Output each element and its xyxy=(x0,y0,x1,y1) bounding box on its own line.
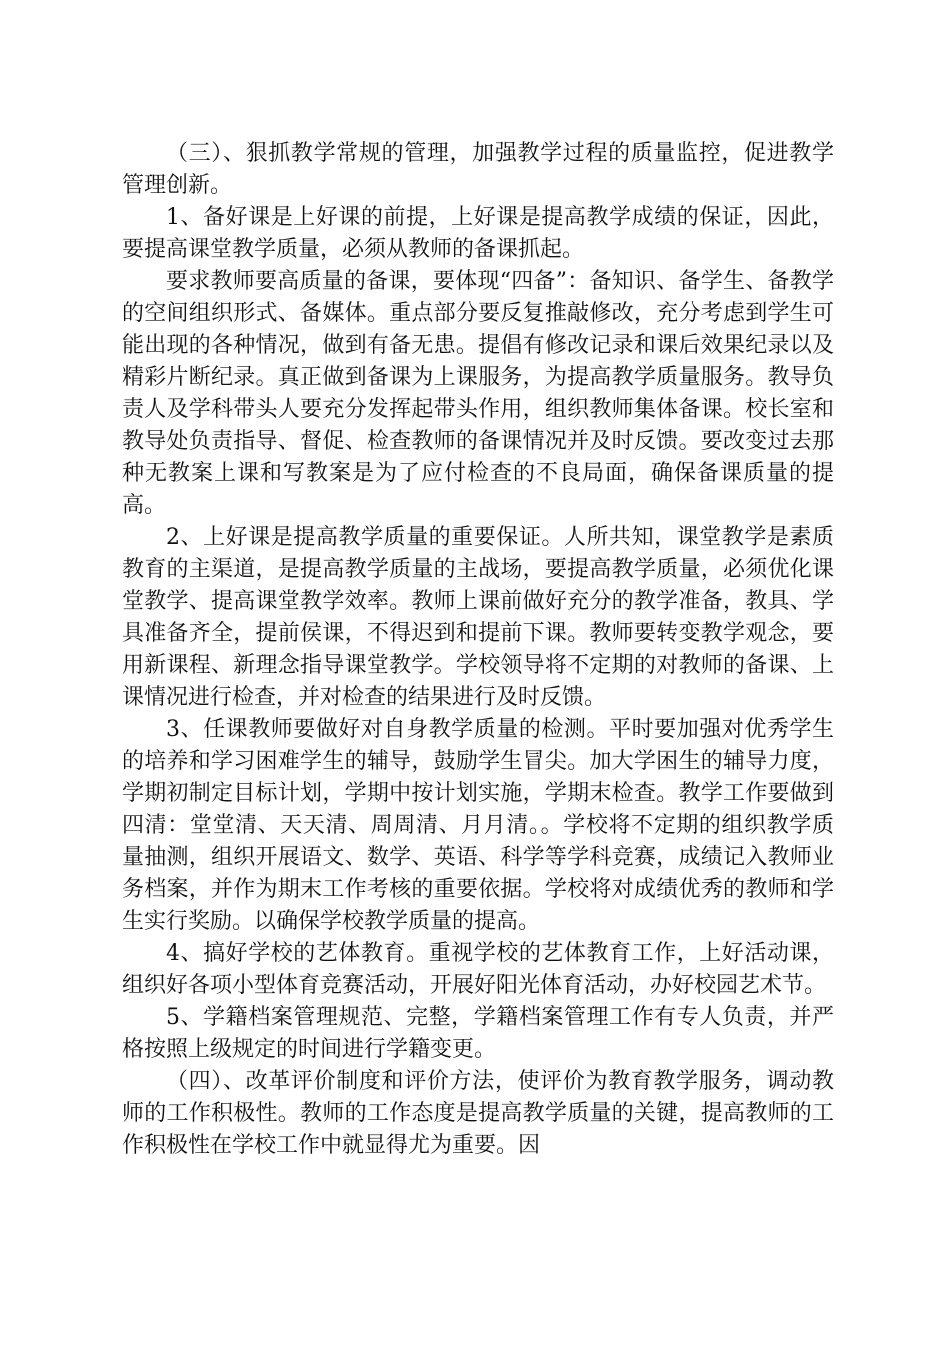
paragraph-item-1-detail: 要求教师要高质量的备课，要体现“四备”：备知识、备学生、备教学的空间组织形式、备媒体。重点部分要反复推敲修改，充分考虑到学生可能出现的各种情况，做到有备无患。提倡有修改记录和课后效果纪录以及精彩片断纪录。真正做到备课为上课服务，为提高教学质量服务。教导负责人及学科带头人要充分发挥起带头作用，组织教师集体备课。校长室和教导处负责指导、督促、检查教师的备课情况并及时反馈。要改变过去那种无教案上课和写教案是为了应付检查的不良局面，确保备课质量的提高。 xyxy=(122,269,834,518)
paragraph-section-4-heading: （四）、改革评价制度和评价方法，使评价为教育教学服务，调动教师的工作积极性。教师的工作态度是提高教学质量的关键，提高教师的工作积极性在学校工作中就显得尤为重要。因 xyxy=(122,1069,834,1158)
document-body xyxy=(122,138,834,1162)
paragraph-item-2: 2、上好课是提高教学质量的重要保证。人所共知，课堂教学是素质教育的主渠道，是提高教学质量的主战场，要提高教学质量，必须优化课堂教学、提高课堂教学效率。教师上课前做好充分的教学准备，教具、学具准备齐全，提前侯课，不得迟到和提前下课。教师要转变教学观念，要用新课程、新理念指导课堂教学。学校领导将不定期的对教师的备课、上课情况进行检查，并对检查的结果进行及时反馈。 xyxy=(122,525,834,710)
paragraph-item-5: 5、学籍档案管理规范、完整，学籍档案管理工作有专人负责，并严格按照上级规定的时间进行学籍变更。 xyxy=(122,1005,834,1062)
paragraph-item-1: 1、备好课是上好课的前提，上好课是提高教学成绩的保证，因此，要提高课堂教学质量，必须从教师的备课抓起。 xyxy=(122,205,834,262)
paragraph-item-3: 3、任课教师要做好对自身教学质量的检测。平时要加强对优秀学生的培养和学习困难学生的辅导，鼓励学生冒尖。加大学困生的辅导力度，学期初制定目标计划，学期中按计划实施，学期末检查。教学工作要做到四清：堂堂清、天天清、周周清、月月清。。学校将不定期的组织教学质量抽测，组织开展语文、数学、英语、科学等学科竞赛，成绩记入教师业务档案，并作为期末工作考核的重要依据。学校将对成绩优秀的教师和学生实行奖励。以确保学校教学质量的提高。 xyxy=(122,717,834,934)
paragraph-item-4: 4、搞好学校的艺体教育。重视学校的艺体教育工作，上好活动课，组织好各项小型体育竞赛活动，开展好阳光体育活动，办好校园艺术节。 xyxy=(122,941,834,998)
paragraph-section-3-heading: （三）、狠抓教学常规的管理，加强教学过程的质量监控，促进教学管理创新。 xyxy=(122,141,834,198)
